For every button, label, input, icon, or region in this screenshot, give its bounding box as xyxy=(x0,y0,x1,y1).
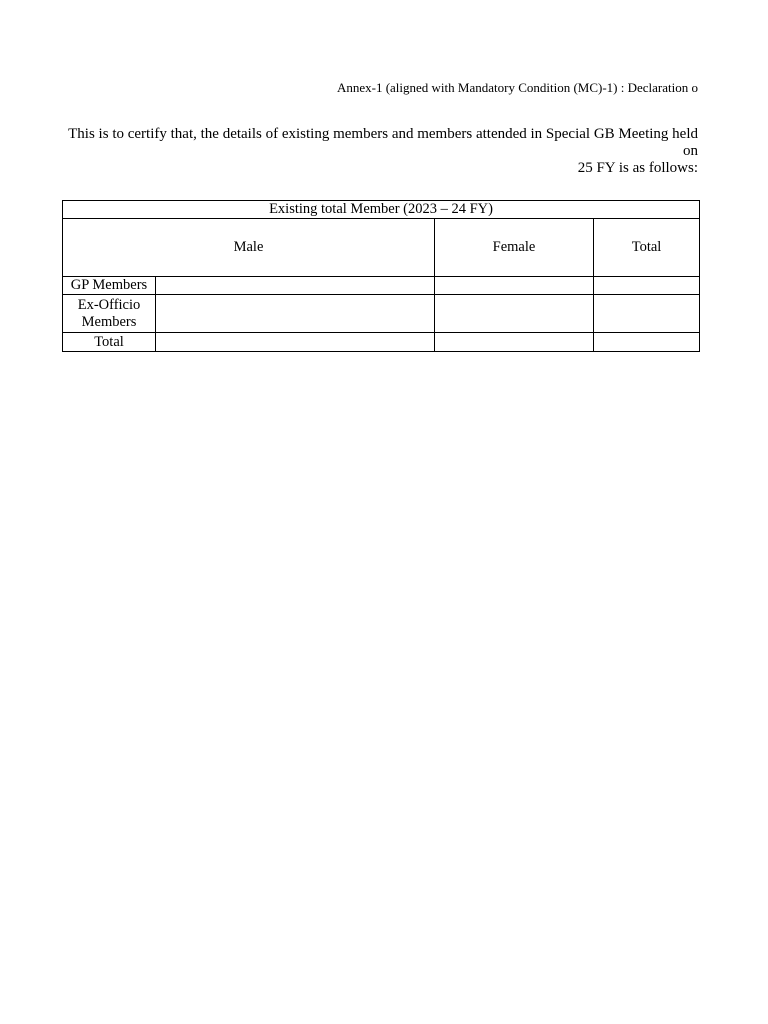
column-header-female: Female xyxy=(435,219,594,277)
cell-exofficio-total xyxy=(594,295,700,333)
cell-total-total xyxy=(594,333,700,352)
cell-total-female xyxy=(435,333,594,352)
cell-gp-total xyxy=(594,277,700,295)
table-row xyxy=(63,277,700,295)
row-label-ex-officio-members: Ex-Officio Members xyxy=(63,295,156,333)
cell-exofficio-male xyxy=(156,295,435,333)
cell-gp-female xyxy=(435,277,594,295)
row-label-total: Total xyxy=(63,333,156,352)
table-row xyxy=(63,295,700,333)
table-row xyxy=(63,333,700,352)
column-header-total: Total xyxy=(594,219,700,277)
column-header-male: Male xyxy=(63,219,435,277)
certification-line-1: This is to certify that, the details of existing members and members attended in Special GB Meeting held on xyxy=(68,126,698,159)
annex-title: Annex-1 (aligned with Mandatory Condition (MC)-1) : Declaration o xyxy=(336,80,698,95)
table-title-row xyxy=(63,201,700,219)
certification-line-2: 25 FY is as follows: xyxy=(577,160,698,176)
cell-gp-male xyxy=(156,277,435,295)
members-table xyxy=(62,200,700,352)
cell-total-male xyxy=(156,333,435,352)
row-label-gp-members: GP Members xyxy=(63,277,156,295)
certification-statement xyxy=(62,126,698,177)
table-title: Existing total Member (2023 – 24 FY) xyxy=(63,201,700,219)
table-header-row xyxy=(63,219,700,277)
cell-exofficio-female xyxy=(435,295,594,333)
